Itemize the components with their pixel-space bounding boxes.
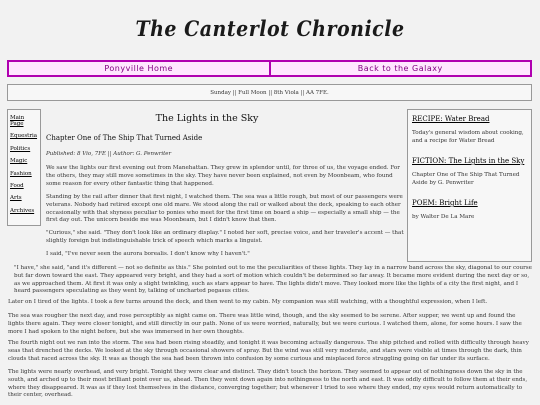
sidebar-item-magic[interactable]: Magic bbox=[10, 158, 28, 165]
sidebar-item-archives[interactable]: Archives bbox=[10, 207, 35, 214]
article-title: The Lights in the Sky bbox=[155, 113, 259, 124]
sidebar-item-arts[interactable]: Arts bbox=[10, 195, 22, 202]
site-title: The Canterlot Chronicle bbox=[135, 16, 405, 42]
dateline: Sunday || Full Moon || 8th Viola || AA 7FE. bbox=[7, 84, 532, 101]
article-paragraph: "I have," she said, "and it's different — not so definite as this." She pointed out to me the peculiarities of these lights. They lay in a narrow band across the sky, diagonal to our course but far down toward the east. They appeared very bright, and they had a sort of motion which couldn't be determined so far away. It became more evident during the next day or so, as we approached them. At first it was only a slight twinkling, such as stars appear to have. The lights didn't move. They looked more like the lights of a city the first night, and I heard passengers speculating as they went by, talking of uncharted pegasus cities. bbox=[14, 265, 532, 295]
chapter-title: Chapter One of The Ship That Turned Aside bbox=[46, 134, 203, 142]
article-paragraph: The lights were nearly overhead, and very bright. Tonight they were clear and distinct. They didn't touch the horizon. They seemed to appear out of nothingness down the sky in the south, and arched up to their most brilliant point over us, ahead. Then they went down again into nothingness to the north and east. It was oddly difficult to follow them at their ends, where they disappeared. It was as if they lost themselves in the distance, converging together; but whenever I tried to see where they ended, my eyes would return automatically to their center, overhead. bbox=[8, 369, 528, 399]
nav-back-to-galaxy-link[interactable]: Back to the Galaxy bbox=[269, 62, 531, 75]
nav-ponyville-home-link[interactable]: Ponyville Home bbox=[104, 64, 174, 73]
article-paragraph: "Curious," she said. "They don't look like an ordinary display." I noted her soft, precise voice, and her traveler's accent — that slightly foreign but indistinguishable trick of speech which marks a linguist. bbox=[46, 230, 404, 244]
article-paragraph: I said, "I've never seen the aurora borealis. I don't know why I haven't." bbox=[46, 251, 250, 257]
byline: Published: 8 Vio, 7FE || Author: G. Penwriter bbox=[46, 151, 172, 157]
sidebar-left bbox=[7, 109, 41, 226]
recipe-description: Today's general wisdom about cooking, and a recipe for Water Bread bbox=[412, 130, 524, 144]
sidebar-item-fashion[interactable]: Fashion bbox=[10, 170, 32, 177]
fiction-description: Chapter One of The Ship That Turned Aside by G. Penwriter bbox=[412, 172, 520, 186]
sidebar-right bbox=[407, 109, 532, 262]
article-paragraph: The sea was rougher the next day, and rose perceptibly as night came on. There was little wind, though, and the sky seemed to be serene. After supper, we went up and found the lights there again. They were closer tonight, and still directly in our path. None of us were worried, naturally, but we were curious. I watched them, alone, for some hours. I saw the more I had spoken to the night before, but she was immersed in her own thoughts. bbox=[8, 313, 522, 335]
recipe-link[interactable]: RECIPE: Water Bread bbox=[412, 115, 490, 123]
article-paragraph: The fourth night out we ran into the storm. The sea had been rising steadily, and tonight it was becoming actually dangerous. The ship pitched and rolled with difficulty through heavy seas that drenched the decks. We looked at the sky through occasional showers of spray. But the wind was still very moderate, and stars were visible at times through the dark, thin clouds that raced across the sky. It was as though the sea had been thrown into confusion by some curious and misplaced force struggling going on far under its surface. bbox=[8, 340, 529, 362]
article-paragraph: Standing by the rail after dinner that first night, I watched them. The sea was a little rough, but most of our passengers were veterans. Nobody had retired except one old mare. We stood along the rail or walked about the deck, speaking to each other occasionally with that shyness peculiar to ponies who meet for the first time on board a ship — especially a small ship — the first day out. The unicorn beside me was Moonbeam, but I didn't know that then. bbox=[46, 194, 403, 224]
poem-link[interactable]: POEM: Bright Life bbox=[412, 199, 478, 207]
sidebar-item-equestria[interactable]: Equestria bbox=[10, 133, 38, 140]
poem-description: by Walter De La Mare bbox=[412, 214, 475, 220]
sidebar-item-politics[interactable]: Politics bbox=[10, 145, 31, 152]
sidebar-item-food[interactable]: Food bbox=[10, 182, 24, 189]
article-paragraph: We saw the lights our first evening out from Manehattan. They grew in splendor until, for three of us, the voyage ended. For the others, they may still move sometimes in the sky. They have never been explained, not even by Moonbeam, who found some reason for every other fantastic thing that happened. bbox=[46, 165, 400, 187]
article-paragraph: Later on I tired of the lights. I took a few turns around the deck, and then went to my cabin. My companion was still watching, with a thoughtful expression, when I left. bbox=[8, 299, 488, 305]
fiction-link[interactable]: FICTION: The Lights in the Sky bbox=[412, 157, 525, 165]
sidebar-item-main-page[interactable]: Main Page bbox=[10, 115, 25, 127]
top-nav bbox=[7, 60, 532, 77]
masthead bbox=[0, 0, 540, 58]
